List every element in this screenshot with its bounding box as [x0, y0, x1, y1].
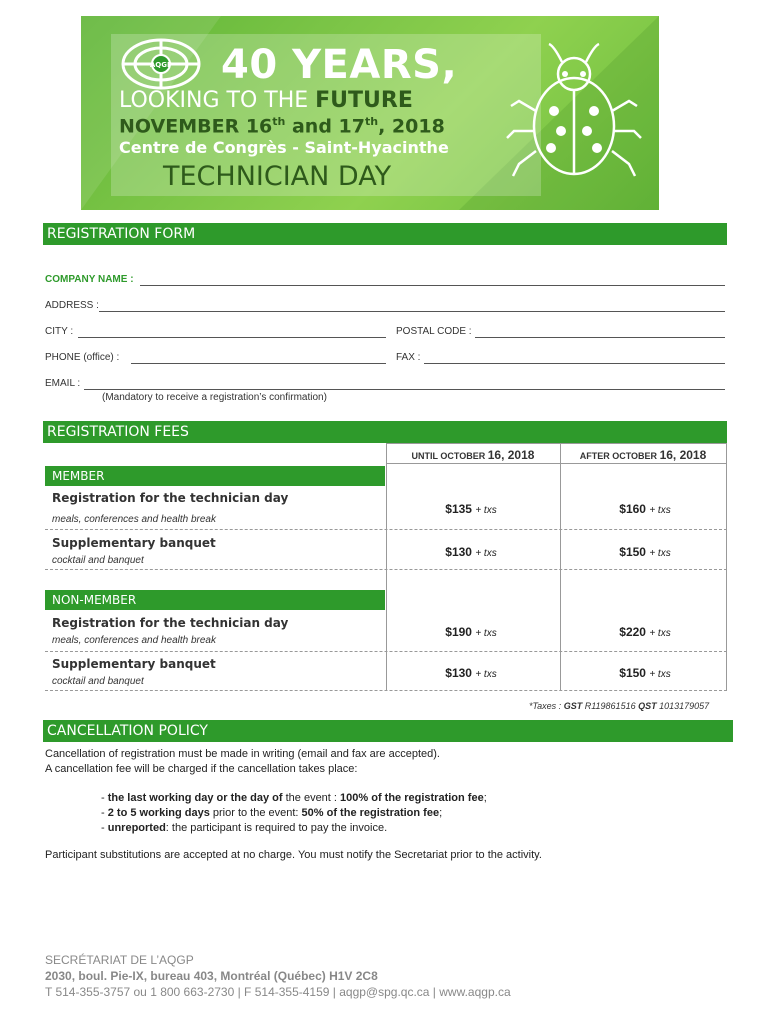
row-separator: [45, 569, 727, 570]
nonmember-banquet-title: Supplementary banquet: [52, 657, 216, 671]
fees-table-top: [386, 443, 727, 444]
ladybug-icon: [499, 26, 649, 201]
postal-code-field[interactable]: [475, 337, 725, 338]
postal-code-label: POSTAL CODE :: [396, 326, 472, 337]
city-field[interactable]: [78, 337, 386, 338]
cancellation-rule-2: - 2 to 5 working days prior to the event: 50% of the registration fee;: [101, 807, 443, 819]
nonmember-registration-price-after: $220 + txs: [619, 625, 671, 639]
member-registration-price-until: $135 + txs: [445, 502, 497, 516]
taxes-note: *Taxes : GST R119861516 QST 1013179057: [529, 701, 710, 711]
column-after-october: AFTER OCTOBER 16, 2018: [579, 448, 707, 462]
nonmember-banquet-sub: cocktail and banquet: [52, 676, 144, 687]
banner-venue: Centre de Congrès - Saint-Hyacinthe: [119, 138, 449, 157]
member-registration-sub: meals, conferences and health break: [52, 514, 216, 525]
fees-table-divider: [560, 443, 561, 691]
banner-technician-day: TECHNICIAN DAY: [163, 161, 392, 192]
banner-years: 40 YEARS,: [221, 42, 458, 88]
cancellation-rule-3: - unreported: the participant is required to pay the invoice.: [101, 822, 388, 834]
footer-contact: T 514-355-3757 ou 1 800 663-2730 | F 514-355-4159 | aqgp@spg.qc.ca | www.aqgp.ca: [45, 985, 511, 999]
nonmember-banquet-price-until: $130 + txs: [445, 666, 497, 680]
member-banquet-sub: cocktail and banquet: [52, 555, 144, 566]
member-section-label: MEMBER: [45, 466, 385, 486]
nonmember-registration-title: Registration for the technician day: [52, 616, 289, 630]
member-banquet-price-after: $150 + txs: [619, 545, 671, 559]
cancellation-paragraph-1: Cancellation of registration must be made in writing (email and fax are accepted).: [45, 748, 440, 760]
phone-field[interactable]: [131, 363, 386, 364]
cancellation-paragraph-3: Participant substitutions are accepted at no charge. You must notify the Secretariat prior to the activity.: [45, 849, 542, 861]
company-name-field[interactable]: [140, 285, 725, 286]
phone-label: PHONE (office) :: [45, 352, 120, 363]
cancellation-policy-header: CANCELLATION POLICY: [43, 720, 733, 742]
row-separator: [45, 651, 727, 652]
address-label: ADDRESS :: [45, 300, 99, 311]
member-banquet-title: Supplementary banquet: [52, 536, 216, 550]
footer-address: 2030, boul. Pie-IX, bureau 403, Montréal (Québec) H1V 2C8: [45, 969, 378, 983]
fees-table-header-line: [386, 463, 727, 464]
registration-form-header: REGISTRATION FORM: [43, 223, 727, 245]
footer-secretariat: SECRÉTARIAT DE L’AQGP: [45, 953, 194, 967]
row-separator: [45, 690, 727, 691]
svg-text:AQGP: AQGP: [149, 61, 173, 69]
cancellation-paragraph-2: A cancellation fee will be charged if the cancellation takes place:: [45, 763, 358, 775]
registration-fees-header: REGISTRATION FEES: [43, 421, 727, 443]
member-banquet-price-until: $130 + txs: [445, 545, 497, 559]
nonmember-banquet-price-after: $150 + txs: [619, 666, 671, 680]
cancellation-rule-1: - the last working day or the day of the event : 100% of the registration fee;: [101, 792, 487, 804]
nonmember-section-label: NON-MEMBER: [45, 590, 385, 610]
email-field[interactable]: [84, 389, 725, 390]
column-until-october: UNTIL OCTOBER 16, 2018: [411, 448, 535, 462]
email-label: EMAIL :: [45, 378, 81, 389]
fax-field[interactable]: [424, 363, 725, 364]
nonmember-registration-sub: meals, conferences and health break: [52, 635, 216, 646]
fees-table-divider: [726, 443, 727, 691]
city-label: CITY :: [45, 326, 74, 337]
banner-tagline: LOOKING TO THE FUTURE: [119, 88, 413, 113]
address-field[interactable]: [99, 311, 725, 312]
member-registration-title: Registration for the technician day: [52, 491, 289, 505]
nonmember-registration-price-until: $190 + txs: [445, 625, 497, 639]
member-registration-price-after: $160 + txs: [619, 502, 671, 516]
fees-table-divider: [386, 443, 387, 691]
company-name-label: COMPANY NAME :: [45, 274, 134, 285]
banner-dates: NOVEMBER 16th and 17th, 2018: [119, 115, 445, 138]
aqgp-logo-icon: [121, 36, 201, 92]
row-separator: [45, 529, 727, 530]
email-note: (Mandatory to receive a registration’s confirmation): [102, 392, 327, 403]
event-banner: [81, 16, 659, 210]
fax-label: FAX :: [396, 352, 421, 363]
